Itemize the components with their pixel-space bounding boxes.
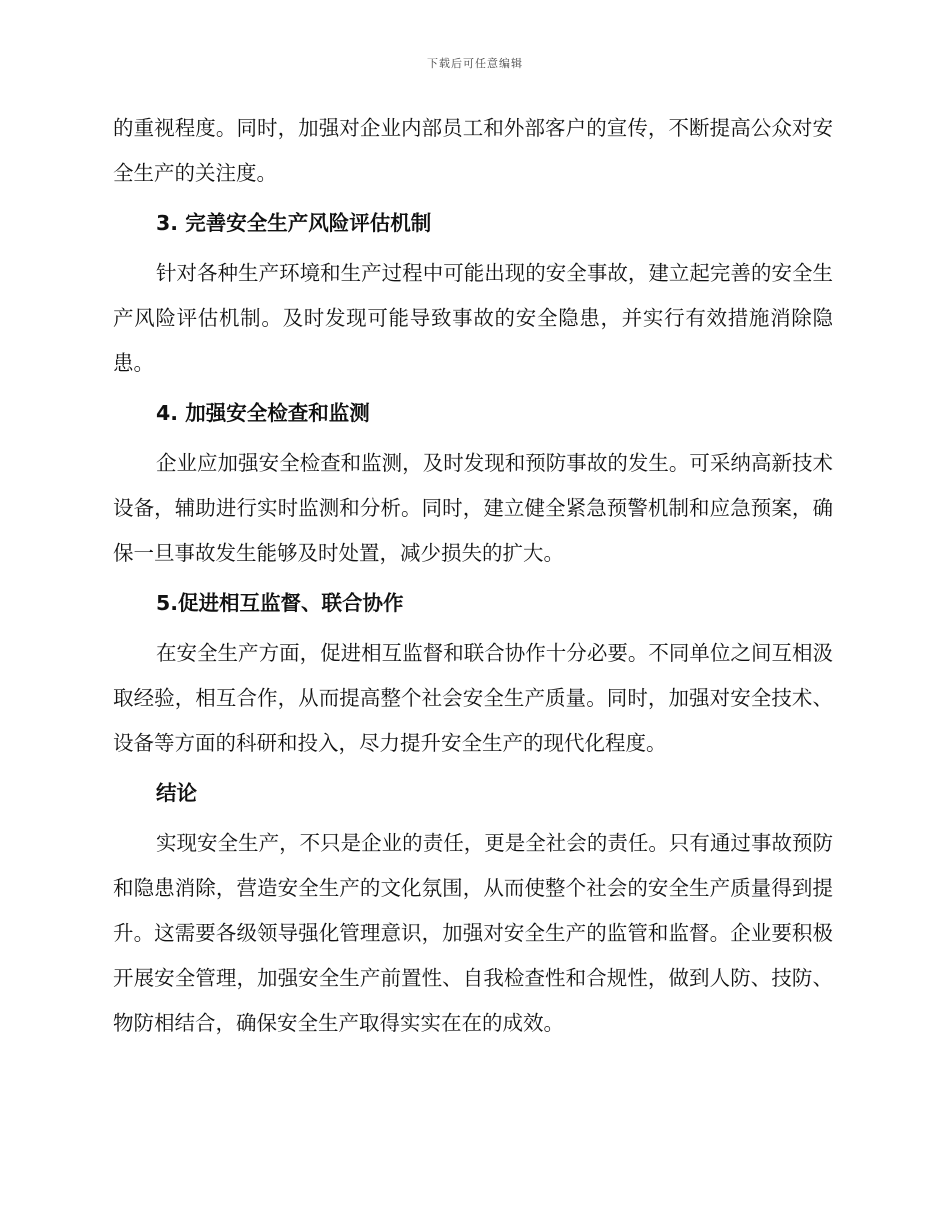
section-heading-3: 3. 完善安全生产风险评估机制 — [156, 211, 432, 235]
document-body — [113, 106, 833, 1046]
paragraph-mutual-supervision: 在安全生产方面，促进相互监督和联合协作十分必要。不同单位之间互相汲取经验，相互合作，从而提高整个社会安全生产质量。同时，加强对安全技术、设备等方面的科研和投入，尽力提升安全生产的现代化程度。 — [113, 641, 833, 755]
paragraph-conclusion: 实现安全生产，不只是企业的责任，更是全社会的责任。只有通过事故预防和隐患消除，营造安全生产的文化氛围，从而使整个社会的安全生产质量得到提升。这需要各级领导强化管理意识，加强对安全生产的监管和监督。企业要积极开展安全管理，加强安全生产前置性、自我检查性和合规性，做到人防、技防、物防相结合，确保安全生产取得实实在在的成效。 — [113, 831, 833, 1035]
section-heading-5: 5.促进相互监督、联合协作 — [156, 591, 404, 615]
section-heading-4: 4. 加强安全检查和监测 — [156, 401, 370, 425]
paragraph-risk-assessment: 针对各种生产环境和生产过程中可能出现的安全事故，建立起完善的安全生产风险评估机制。及时发现可能导致事故的安全隐患，并实行有效措施消除隐患。 — [113, 261, 833, 375]
page-header: 下载后可任意编辑 — [427, 57, 523, 70]
paragraph-inspection-monitoring: 企业应加强安全检查和监测，及时发现和预防事故的发生。可采纳高新技术设备，辅助进行实时监测和分析。同时，建立健全紧急预警机制和应急预案，确保一旦事故发生能够及时处置，减少损失的扩大。 — [113, 451, 833, 565]
section-heading-conclusion: 结论 — [156, 781, 197, 805]
paragraph-continued: 的重视程度。同时，加强对企业内部员工和外部客户的宣传，不断提高公众对安全生产的关注度。 — [113, 116, 833, 185]
